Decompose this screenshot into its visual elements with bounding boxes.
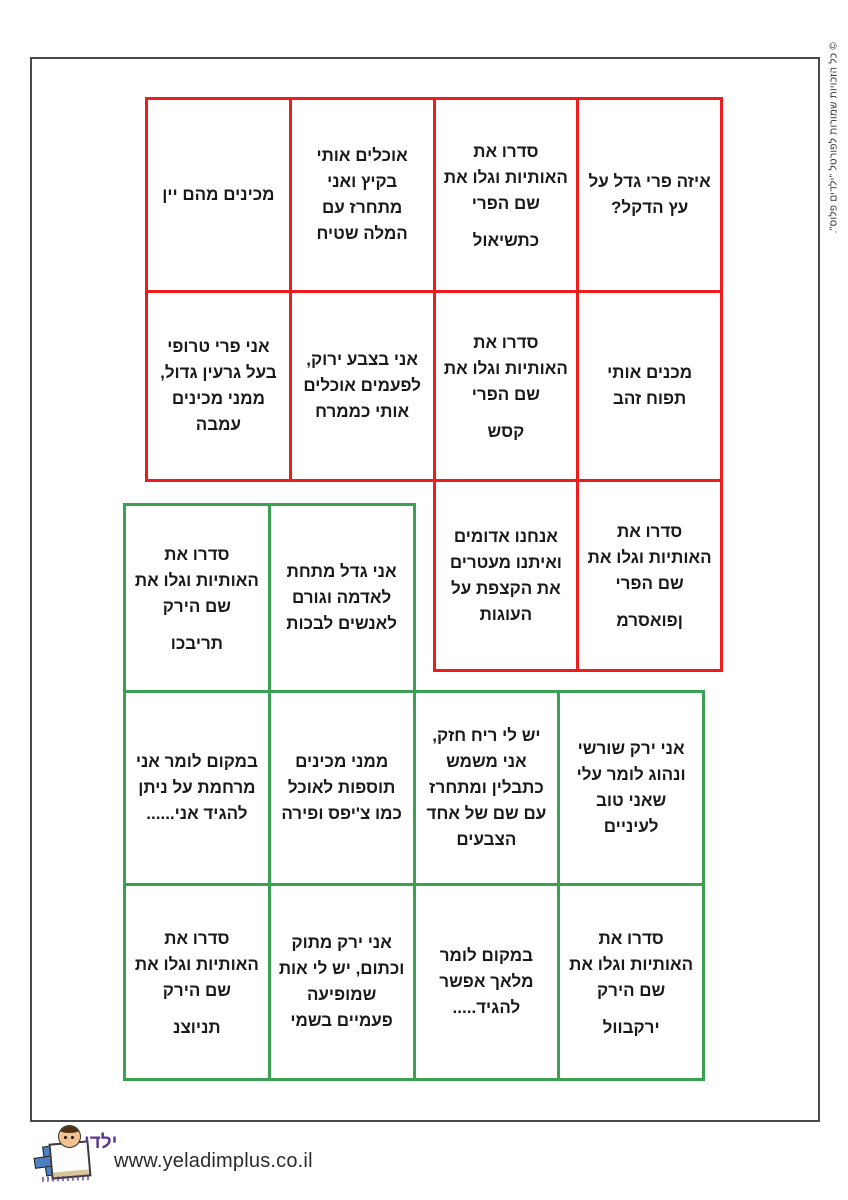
vegetable-card-carrot-riddle	[559, 692, 704, 885]
vegetable-card-lettuce-riddle	[125, 692, 270, 885]
card-text: מכינים מהם יין	[162, 185, 275, 204]
vegetable-row-3	[125, 885, 704, 1080]
empty-cell	[559, 505, 704, 692]
scrambled-word: תריבכו	[170, 633, 223, 653]
vegetable-card-sweet-orange-riddle	[269, 885, 414, 1080]
logo-script-decoration	[42, 1175, 90, 1182]
vegetable-row-2	[125, 692, 704, 885]
card-text: יש לי ריח חזק, אני משמש כתבלין ומתחרז עם שם של אחד הצבעים	[426, 726, 547, 849]
fruit-card-wine-riddle	[147, 99, 291, 292]
vegetable-card-scramble-broccoli	[559, 885, 704, 1080]
card-text: במקום לומר אני מרחמת על ניתן להגיד אני......	[135, 752, 258, 823]
logo-kid-face	[58, 1125, 81, 1148]
fruit-card-scramble-grapefruit	[434, 99, 578, 292]
scrambled-word: ןפואסרמ	[616, 611, 683, 630]
fruit-card-tropical-riddle	[147, 292, 291, 481]
fruit-row-2	[147, 292, 722, 481]
vegetable-row-1	[125, 505, 704, 692]
card-text: סדרו את האותיות וגלו את שם הפרי	[587, 522, 712, 593]
fruit-card-green-spread-riddle	[290, 292, 434, 481]
yeladim-plus-logo	[34, 1126, 118, 1184]
empty-cell	[414, 505, 559, 692]
vegetable-card-scramble-cauliflower	[125, 505, 270, 692]
scrambled-word: ירקבוול	[602, 1017, 660, 1037]
card-text: סדרו את האותיות וגלו את שם הירק	[134, 928, 259, 1000]
card-text: אוכלים אותי בקיץ ואני מתחרז עם המלה שטיח	[316, 146, 408, 243]
fruit-card-palm-riddle	[578, 99, 722, 292]
vegetable-card-onion-riddle	[269, 505, 414, 692]
card-text: מכנים אותי תפוח זהב	[607, 363, 693, 408]
card-text: אני ירק שורשי ונהוג לומר עלי שאני טוב לעיניים	[576, 739, 686, 836]
vegetable-cards-table	[123, 503, 705, 1081]
card-text: אני בצבע ירוק, לפעמים אוכלים אותי כממרח	[303, 350, 421, 421]
logo-brand-name: ילדי	[84, 1132, 118, 1153]
card-text: סדרו את האותיות וגלו את שם הפרי	[443, 141, 568, 213]
fruit-card-summer-riddle	[290, 99, 434, 292]
scrambled-word: קסש	[487, 421, 525, 441]
card-text: סדרו את האותיות וגלו את שם הירק	[134, 544, 259, 616]
card-text: במקום לומר מלאך אפשר להגיד.....	[439, 946, 534, 1017]
vegetable-card-garlic-riddle	[414, 692, 559, 885]
vegetable-card-potato-riddle	[269, 692, 414, 885]
fruit-row-1	[147, 99, 722, 292]
site-url: www.yeladimplus.co.il	[114, 1150, 313, 1172]
scrambled-word: תניוצנ	[173, 1017, 221, 1037]
card-text: ממני מכינים תוספות לאוכל כמו צ'יפס ופירה	[281, 752, 402, 823]
card-text: איזה פרי גדל על עץ הדקל?	[588, 172, 711, 217]
vegetable-card-scramble-radish	[125, 885, 270, 1080]
card-text: סדרו את האותיות וגלו את שם הירק	[569, 928, 694, 1000]
copyright-vertical-text: © כל הזכויות שמורות לפורטל "ילדים פלוס".	[828, 42, 839, 234]
fruit-card-scramble-loquat	[434, 292, 578, 481]
scrambled-word: כתשיאול	[472, 230, 540, 250]
card-text: סדרו את האותיות וגלו את שם הפרי	[443, 332, 568, 404]
card-text: אני גדל מתחת לאדמה וגורם לאנשים לבכות	[286, 562, 397, 633]
card-text: אנחנו אדומים ואיתנו מעטרים את הקצפת על העוגות	[449, 526, 562, 624]
fruit-card-golden-apple-riddle	[578, 292, 722, 481]
card-text: אני ירק מתוק וכתום, יש לי אות שמופיעה פעמיים בשמי	[278, 933, 405, 1030]
vegetable-card-angel-riddle	[414, 885, 559, 1080]
card-text: אני פרי טרופי בעל גרעין גדול, ממני מכינים עמבה	[160, 337, 277, 434]
